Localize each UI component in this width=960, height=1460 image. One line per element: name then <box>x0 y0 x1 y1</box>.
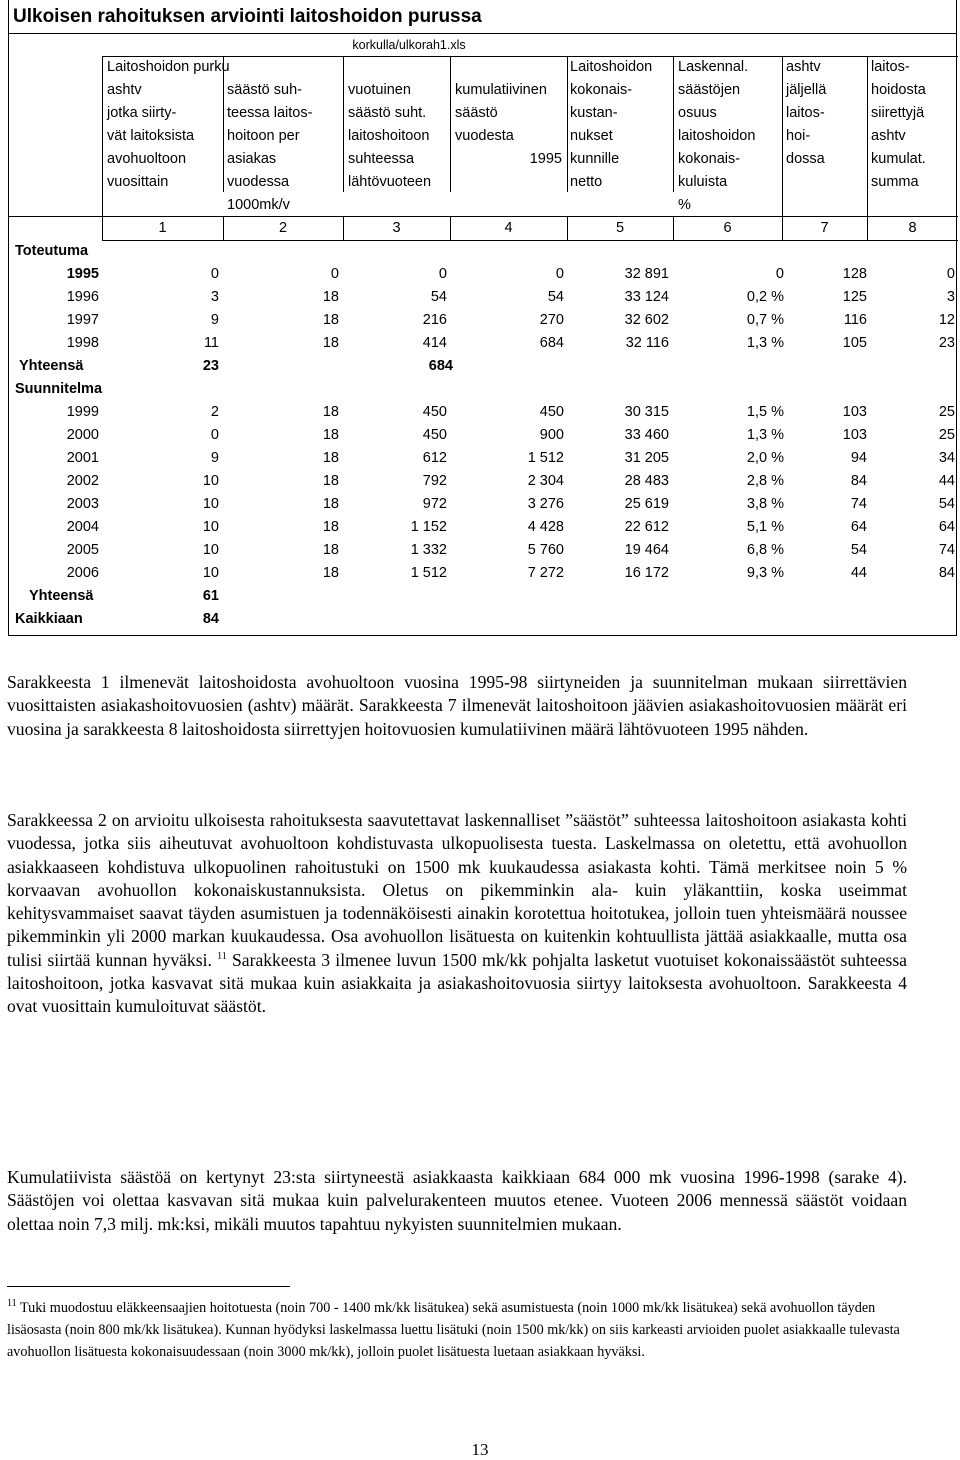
toteutuma-row-cell-col4: 54 <box>547 289 564 305</box>
suunnitelma-row-cell-col8: 84 <box>938 565 955 581</box>
suunnitelma-row-cell-col8: 25 <box>938 427 955 443</box>
paragraph-2 <box>7 809 907 1019</box>
suunnitelma-row-cell-col6: 1,3 % <box>746 427 784 443</box>
suunnitelma-row-cell-col5: 22 612 <box>624 519 669 535</box>
col7-header-line: ashtv <box>786 59 821 75</box>
col-number: 5 <box>615 220 625 236</box>
suunnitelma-row-cell-col6: 3,8 % <box>746 496 784 512</box>
toteutuma-row-cell-col6: 0,2 % <box>746 289 784 305</box>
col5-header-line: Laitoshoidon <box>570 59 653 75</box>
suunnitelma-row-cell-col2: 18 <box>322 450 339 466</box>
suunnitelma-row-cell-col3: 450 <box>422 427 447 443</box>
col8-header-line: siirettyjä <box>871 105 925 121</box>
toteutuma-row-cell-col7: 128 <box>842 266 867 282</box>
col8-header-line: laitos- <box>871 59 910 75</box>
col1-header-line: ashtv <box>107 82 142 98</box>
col-number: 6 <box>723 220 732 236</box>
suunnitelma-row-cell-col8: 64 <box>938 519 955 535</box>
header-divider <box>223 56 224 192</box>
col2-header-line: hoitoon per <box>227 128 300 144</box>
suunnitelma-row-cell-col3: 612 <box>422 450 447 466</box>
col1-header-line: avohuoltoon <box>107 151 187 167</box>
suunnitelma-row-cell-col7: 94 <box>850 450 867 466</box>
file-name: korkulla/ulkorah1.xls <box>352 38 466 52</box>
footnote-ref: 11 <box>217 950 227 962</box>
suunnitelma-row-cell-col4: 2 304 <box>527 473 564 489</box>
col-number: 4 <box>504 220 513 236</box>
suunnitelma-row-cell-col8: 54 <box>938 496 955 512</box>
suunnitelma-row-year: 2004 <box>66 519 99 535</box>
suunnitelma-row-cell-col4: 7 272 <box>527 565 564 581</box>
toteutuma-row-cell-col1: 11 <box>203 335 219 351</box>
col6-header-line: laitoshoidon <box>678 128 756 144</box>
toteutuma-row-cell-col1: 3 <box>210 289 219 305</box>
col4-header-year: 1995 <box>529 151 562 167</box>
suunnitelma-row-cell-col3: 1 332 <box>410 542 447 558</box>
suunnitelma-row-cell-col5: 28 483 <box>624 473 669 489</box>
col2-header-line: asiakas <box>227 151 277 167</box>
sheet-title: Ulkoisen rahoituksen arviointi laitoshoidon purussa <box>13 6 482 27</box>
suunnitelma-row-cell-col3: 1 152 <box>410 519 447 535</box>
col5-header-line: kokonais- <box>570 82 633 98</box>
col4-header-line: kumulatiivinen <box>455 82 547 98</box>
toteutuma-row-cell-col6: 1,3 % <box>746 335 784 351</box>
toteutuma-row-cell-col2: 0 <box>330 266 339 282</box>
suunnitelma-row-year: 1999 <box>66 404 99 420</box>
toteutuma-row-cell-col7: 116 <box>843 312 867 328</box>
toteutuma-total-col1: 23 <box>202 358 219 374</box>
suunnitelma-row-year: 2001 <box>66 450 99 466</box>
col3-header-line: suhteessa <box>348 151 415 167</box>
suunnitelma-row-cell-col1: 10 <box>202 496 219 512</box>
suunnitelma-row-cell-col2: 18 <box>322 427 339 443</box>
toteutuma-row-cell-col6: 0 <box>775 266 784 282</box>
col6-header-line: osuus <box>678 105 717 121</box>
col5-header-line: nukset <box>570 128 613 144</box>
header-divider <box>673 56 674 192</box>
suunnitelma-row-cell-col2: 18 <box>322 542 339 558</box>
col7-header-line: laitos- <box>786 105 825 121</box>
toteutuma-row-cell-col4: 0 <box>555 266 564 282</box>
suunnitelma-row-cell-col8: 34 <box>938 450 955 466</box>
spreadsheet-table <box>8 0 957 636</box>
suunnitelma-row-cell-col2: 18 <box>322 404 339 420</box>
col-number: 8 <box>908 220 917 236</box>
toteutuma-row-cell-col3: 414 <box>422 335 447 351</box>
col8-header-line: summa <box>871 174 919 190</box>
suunnitelma-row-cell-col6: 9,3 % <box>746 565 784 581</box>
toteutuma-row-cell-col6: 0,7 % <box>746 312 784 328</box>
col1-header-line: vät laitoksista <box>107 128 195 144</box>
paragraph-1: Sarakkeesta 1 ilmenevät laitoshoidosta avohuoltoon vuosina 1995-98 siirtyneiden ja suunnitelman mukaan siirrettävien vuosittaisten asiakashoitovuosien (ashtv) määrät. Sarakkeesta 7 ilmenevät laitoshoitoon jäävien asiakashoitovuosien määrät eri vuosina ja sarakkeesta 8 laitoshoidosta siirrettyjen hoitovuosien kumulatiivinen määrä lähtövuoteen 1995 nähden. <box>7 672 907 739</box>
suunnitelma-row-year: 2002 <box>66 473 99 489</box>
suunnitelma-row-cell-col8: 25 <box>938 404 955 420</box>
suunnitelma-row-cell-col2: 18 <box>322 496 339 512</box>
suunnitelma-row-cell-col4: 1 512 <box>527 450 564 466</box>
toteutuma-row-cell-col4: 684 <box>539 335 564 351</box>
header-divider <box>567 56 568 192</box>
col6-header-line: Laskennal. <box>678 59 749 75</box>
page-number: 13 <box>471 1440 489 1459</box>
col4-header-line: vuodesta <box>455 128 514 144</box>
suunnitelma-row-cell-col7: 103 <box>842 427 867 443</box>
section-label-suunnitelma: Suunnitelma <box>15 381 103 397</box>
col-number: 3 <box>392 220 401 236</box>
col-number: 2 <box>278 220 288 236</box>
toteutuma-row-cell-col5: 32 116 <box>625 335 669 351</box>
col-number: 7 <box>820 220 829 236</box>
kaikkiaan-total-col1: 84 <box>202 611 219 627</box>
suunnitelma-row-cell-col3: 972 <box>422 496 447 512</box>
suunnitelma-row-cell-col5: 19 464 <box>624 542 669 558</box>
suunnitelma-row-year: 2000 <box>66 427 99 443</box>
toteutuma-row-cell-col8: 3 <box>946 289 955 305</box>
header-divider <box>782 56 783 216</box>
suunnitelma-row-cell-col2: 18 <box>322 473 339 489</box>
toteutuma-row-cell-col3: 54 <box>430 289 447 305</box>
col3-header-line: laitoshoitoon <box>348 128 430 144</box>
suunnitelma-row-cell-col7: 84 <box>850 473 867 489</box>
header-divider <box>867 56 868 216</box>
col-number: 1 <box>158 220 167 236</box>
toteutuma-row-cell-col3: 216 <box>422 312 447 328</box>
toteutuma-row-cell-col8: 12 <box>938 312 955 328</box>
suunnitelma-row-cell-col5: 25 619 <box>624 496 669 512</box>
suunnitelma-row-cell-col6: 6,8 % <box>746 542 784 558</box>
col2-header-line: teessa laitos- <box>227 105 313 121</box>
suunnitelma-row-cell-col7: 74 <box>850 496 867 512</box>
toteutuma-row-cell-col2: 18 <box>322 312 339 328</box>
footnote-text: Tuki muodostuu eläkkeensaajien hoitotuesta (noin 700 - 1400 mk/kk lisätukea) sekä asumistuesta (noin 1000 mk/kk lisätukea) sekä avohuollon täyden lisäosasta (noin 800 mk/kk lisätukea). Kunnan hyödyksi laskelmassa luettu lisätuki (noin 1500 mk/kk) on siis karkeasti arvioiden puolet asiakkaalle tulevasta avohuollon lisätuesta kokonaisuudessaan (noin 3000 mk/kk), jolloin puolet lisätuesta luetaan asiakkaan hyväksi. <box>7 1300 900 1360</box>
footnote-divider <box>7 1286 290 1287</box>
toteutuma-row-cell-col5: 33 124 <box>624 289 669 305</box>
header-bottom-rule <box>9 216 958 217</box>
suunnitelma-row-cell-col4: 450 <box>539 404 564 420</box>
toteutuma-row-cell-col1: 0 <box>210 266 219 282</box>
col3-header-line: vuotuinen <box>348 82 411 98</box>
col8-header-line: kumulat. <box>871 151 926 167</box>
suunnitelma-row-cell-col7: 54 <box>850 542 867 558</box>
suunnitelma-row-cell-col5: 33 460 <box>624 427 669 443</box>
suunnitelma-row-cell-col5: 31 205 <box>624 450 669 466</box>
toteutuma-row-cell-col1: 9 <box>210 312 219 328</box>
header-divider <box>450 56 451 192</box>
unit-mk: 1000mk/v <box>227 197 290 213</box>
toteutuma-row-cell-col7: 105 <box>842 335 867 351</box>
title-divider <box>9 33 956 34</box>
toteutuma-row-cell-col4: 270 <box>539 312 564 328</box>
header-left-border <box>102 56 103 240</box>
col8-header-line: ashtv <box>871 128 906 144</box>
suunnitelma-row-cell-col6: 2,0 % <box>746 450 784 466</box>
unit-percent: % <box>678 197 691 213</box>
toteutuma-row-cell-col5: 32 602 <box>624 312 669 328</box>
header-top-rule <box>102 56 958 57</box>
toteutuma-row-year: 1997 <box>66 312 99 328</box>
toteutuma-row-cell-col2: 18 <box>322 289 339 305</box>
col5-header-line: kustan- <box>570 105 618 121</box>
header-divider <box>343 56 344 192</box>
col3-header-line: säästö suht. <box>348 105 427 121</box>
footnote-number: 11 <box>7 1298 17 1309</box>
suunnitelma-row-cell-col3: 450 <box>422 404 447 420</box>
col5-header-line: netto <box>570 174 603 190</box>
suunnitelma-row-cell-col1: 0 <box>210 427 219 443</box>
suunnitelma-row-cell-col8: 44 <box>938 473 955 489</box>
suunnitelma-row-cell-col6: 5,1 % <box>746 519 784 535</box>
suunnitelma-row-cell-col4: 900 <box>539 427 564 443</box>
col5-header-line: kunnille <box>570 151 620 167</box>
colnum-bottom-rule <box>102 240 958 241</box>
toteutuma-row-cell-col2: 18 <box>322 335 339 351</box>
suunnitelma-total-col1: 61 <box>202 588 219 604</box>
suunnitelma-row-cell-col4: 4 428 <box>527 519 564 535</box>
toteutuma-row-year: 1996 <box>66 289 99 305</box>
suunnitelma-row-cell-col2: 18 <box>322 519 339 535</box>
suunnitelma-total-label: Yhteensä <box>29 588 94 604</box>
suunnitelma-row-cell-col8: 74 <box>938 542 955 558</box>
suunnitelma-row-cell-col6: 2,8 % <box>746 473 784 489</box>
section-label-toteutuma: Toteutuma <box>15 243 89 259</box>
toteutuma-total-label: Yhteensä <box>19 358 84 374</box>
col6-header-line: kuluista <box>678 174 728 190</box>
suunnitelma-row-cell-col4: 3 276 <box>527 496 564 512</box>
col6-header-line: kokonais- <box>678 151 741 167</box>
toteutuma-row-year: 1998 <box>66 335 99 351</box>
toteutuma-row-cell-col8: 23 <box>938 335 955 351</box>
col1-header-line: vuosittain <box>107 174 169 190</box>
paragraph-3: Kumulatiivista säästöä on kertynyt 23:sta siirtyneestä asiakkaasta kaikkiaan 684 000 mk vuosina 1996-1998 (sarake 4). Säästöjen voi olettaa kasvavan sitä mukaa kuin palvelurakenteen muutos etenee. Vuoteen 2006 mennessä säästöt voidaan olettaa noin 7,3 milj. mk:ksi, mikäli muutos tapahtuu nykyisten suunnitelmien mukaan. <box>7 1167 907 1234</box>
col7-header-line: dossa <box>786 151 825 167</box>
col4-header-line: säästö <box>455 105 498 121</box>
kaikkiaan-label: Kaikkiaan <box>15 611 83 627</box>
col8-header-line: hoidosta <box>871 82 926 98</box>
toteutuma-row-cell-col3: 0 <box>438 266 447 282</box>
col2-header-line: säästö suh- <box>227 82 302 98</box>
suunnitelma-row-cell-col3: 1 512 <box>410 565 447 581</box>
suunnitelma-row-cell-col7: 44 <box>850 565 867 581</box>
suunnitelma-row-cell-col7: 103 <box>842 404 867 420</box>
suunnitelma-row-cell-col1: 10 <box>202 565 219 581</box>
col3-header-line: lähtövuoteen <box>348 174 432 190</box>
suunnitelma-row-cell-col6: 1,5 % <box>746 404 784 420</box>
footnote <box>7 1297 907 1363</box>
suunnitelma-row-cell-col1: 9 <box>210 450 219 466</box>
suunnitelma-row-cell-col1: 10 <box>202 542 219 558</box>
suunnitelma-row-year: 2006 <box>66 565 99 581</box>
suunnitelma-row-cell-col5: 16 172 <box>624 565 669 581</box>
suunnitelma-row-cell-col3: 792 <box>422 473 447 489</box>
suunnitelma-row-year: 2003 <box>66 496 99 512</box>
toteutuma-row-cell-col5: 32 891 <box>624 266 669 282</box>
toteutuma-row-year: 1995 <box>66 266 99 282</box>
suunnitelma-row-cell-col4: 5 760 <box>527 542 564 558</box>
paragraph-2-part-b: Sarakkeesta 3 ilmenee luvun 1500 mk/kk pohjalta lasketut vuotuiset kokonaissäästöt suhteessa laitoshoitoon, jotka kasvavat sitä mukaa kuin asiakkaita ja asiakashoitovuosia siirtyy laitoksesta avohuoltoon. Sarakkeesta 4 ovat vuosittain kumuloituvat säästöt. <box>7 949 907 1017</box>
col2-header-line: vuodessa <box>227 174 290 190</box>
col7-header-line: jäljellä <box>786 82 827 98</box>
suunnitelma-row-cell-col1: 10 <box>202 473 219 489</box>
toteutuma-row-cell-col7: 125 <box>842 289 867 305</box>
suunnitelma-row-cell-col7: 64 <box>850 519 867 535</box>
col1-header-line: jotka siirty- <box>107 105 177 121</box>
col7-header-line: hoi- <box>786 128 811 144</box>
group-label: Laitoshoidon purku <box>107 59 230 75</box>
suunnitelma-row-cell-col1: 2 <box>210 404 219 420</box>
suunnitelma-row-year: 2005 <box>66 542 99 558</box>
toteutuma-total-col4: 684 <box>428 358 453 374</box>
suunnitelma-row-cell-col5: 30 315 <box>624 404 669 420</box>
suunnitelma-row-cell-col2: 18 <box>322 565 339 581</box>
col6-header-line: säästöjen <box>678 82 741 98</box>
paragraph-2-part-a: Sarakkeessa 2 on arvioitu ulkoisesta rahoituksesta saavutettavat laskennalliset ”säästöt” suhteessa laitoshoitoon asiakasta kohti vuodessa, jotka siis aiheutuvat avohuoltoon kohdistuvasta ulkopuolisesta tuesta. Laskelmassa on oletettu, että avohuollon asiakkaaseen kohdistuva ulkopuolinen rahoitustuki on 1500 mk kuukaudessa asiakasta kohti. Tämä merkitsee noin 5 % korvaavan avohuollon kokonaiskustannuksista. Oletus on pikemminkin ala- kuin yläkanttiin, koska useimmat kehitysvammaiset saavat täyden asumistuen ja todennäköisesti ainakin korotettua hoitotukea, jolloin tuen yhteismäärä noussee pikemminkin yli 2000 markan kuukaudessa. Osa avohuollon lisätuesta on kuitenkin kohtuullista jättää asiakkaalle, mutta osa tulisi siirtää kunnan hyväksi. <box>7 810 907 970</box>
suunnitelma-row-cell-col1: 10 <box>202 519 219 535</box>
toteutuma-row-cell-col8: 0 <box>946 266 955 282</box>
